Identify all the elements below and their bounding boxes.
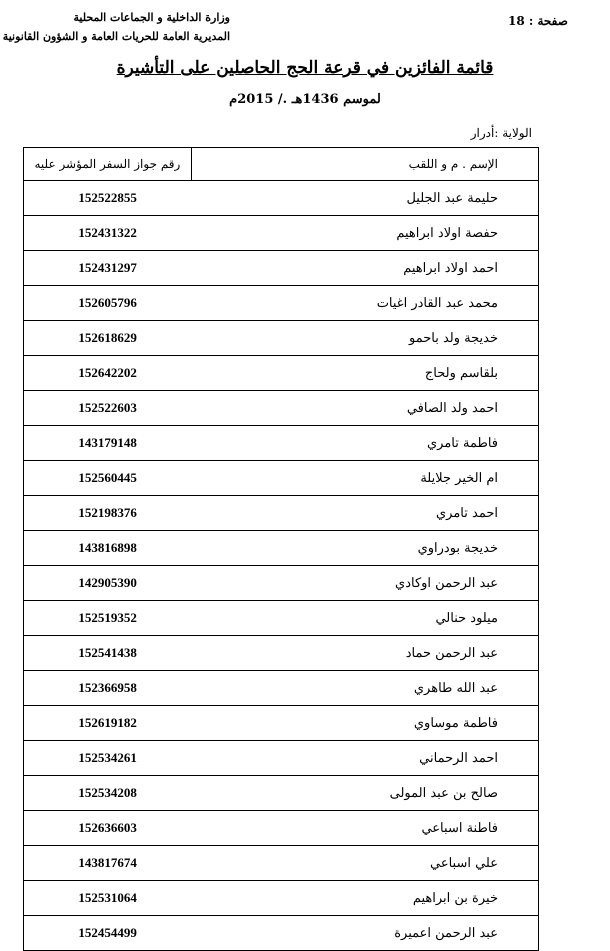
page-number: صفحة : 18 bbox=[508, 14, 568, 28]
table-row bbox=[24, 776, 539, 811]
passport-number: 142905390 bbox=[24, 566, 192, 601]
pilgrim-name: احمد الرحماني bbox=[191, 741, 538, 776]
passport-number: 152560445 bbox=[24, 461, 192, 496]
passport-number: 152541438 bbox=[24, 636, 192, 671]
wilaya-label: الولاية :أدرار bbox=[470, 126, 532, 140]
table-row bbox=[24, 461, 539, 496]
passport-number: 152534261 bbox=[24, 741, 192, 776]
passport-number: 152531064 bbox=[24, 881, 192, 916]
table-row bbox=[24, 426, 539, 461]
pilgrim-name: عبد الرحمن اعميرة bbox=[191, 916, 538, 951]
table-row bbox=[24, 391, 539, 426]
passport-number: 152431322 bbox=[24, 216, 192, 251]
pilgrim-name: ميلود حنالي bbox=[191, 601, 538, 636]
table-row bbox=[24, 566, 539, 601]
pilgrim-name: خيرة بن ابراهيم bbox=[191, 881, 538, 916]
pilgrim-name: محمد عبد القادر اغيات bbox=[191, 286, 538, 321]
table-row bbox=[24, 356, 539, 391]
pilgrim-name: صالح بن عبد المولى bbox=[191, 776, 538, 811]
pilgrim-name: احمد ولد الصافي bbox=[191, 391, 538, 426]
passport-number: 152534208 bbox=[24, 776, 192, 811]
passport-number: 152431297 bbox=[24, 251, 192, 286]
table-row bbox=[24, 531, 539, 566]
table-row bbox=[24, 321, 539, 356]
ministry-name: وزارة الداخلية و الجماعات المحلية bbox=[73, 11, 230, 24]
passport-number: 152366958 bbox=[24, 671, 192, 706]
directorate-name: المديرية العامة للحريات العامة و الشؤون القانونية bbox=[2, 30, 230, 43]
table-row bbox=[24, 741, 539, 776]
table-row bbox=[24, 496, 539, 531]
winners-table bbox=[23, 147, 539, 951]
table-body bbox=[24, 181, 539, 951]
table-row bbox=[24, 286, 539, 321]
pilgrim-name: خديجة ولد باحمو bbox=[191, 321, 538, 356]
pilgrim-name: بلقاسم ولحاج bbox=[191, 356, 538, 391]
column-header-name: الإسم . م و اللقب bbox=[191, 148, 538, 181]
pilgrim-name: عبد الرحمن اوكادي bbox=[191, 566, 538, 601]
pilgrim-name: احمد اولاد ابراهيم bbox=[191, 251, 538, 286]
passport-number: 152619182 bbox=[24, 706, 192, 741]
passport-number: 152636603 bbox=[24, 811, 192, 846]
table-row bbox=[24, 846, 539, 881]
pilgrim-name: حليمة عبد الجليل bbox=[191, 181, 538, 216]
document-title: قائمة الفائزين في قرعة الحج الحاصلين على التأشيرة bbox=[116, 58, 494, 78]
passport-number: 152605796 bbox=[24, 286, 192, 321]
table-row bbox=[24, 216, 539, 251]
table-row bbox=[24, 671, 539, 706]
passport-number: 143179148 bbox=[24, 426, 192, 461]
passport-number: 152618629 bbox=[24, 321, 192, 356]
pilgrim-name: احمد تامري bbox=[191, 496, 538, 531]
column-header-passport: رقم جواز السفر المؤشر عليه bbox=[24, 148, 192, 181]
pilgrim-name: فاطنة اسباعي bbox=[191, 811, 538, 846]
season-line: لموسم 1436هـ ./ 2015م bbox=[229, 92, 381, 107]
passport-number: 152522603 bbox=[24, 391, 192, 426]
pilgrim-name: علي اسباعي bbox=[191, 846, 538, 881]
table-row bbox=[24, 636, 539, 671]
passport-number: 152522855 bbox=[24, 181, 192, 216]
pilgrim-name: فاطمة تامري bbox=[191, 426, 538, 461]
pilgrim-name: خديجة بودراوي bbox=[191, 531, 538, 566]
table-row bbox=[24, 706, 539, 741]
table-header-row bbox=[24, 148, 539, 181]
passport-number: 152519352 bbox=[24, 601, 192, 636]
pilgrim-name: فاطمة موساوي bbox=[191, 706, 538, 741]
passport-number: 152642202 bbox=[24, 356, 192, 391]
table-row bbox=[24, 601, 539, 636]
table-row bbox=[24, 881, 539, 916]
passport-number: 143816898 bbox=[24, 531, 192, 566]
pilgrim-name: عبد الله طاهري bbox=[191, 671, 538, 706]
passport-number: 143817674 bbox=[24, 846, 192, 881]
passport-number: 152198376 bbox=[24, 496, 192, 531]
pilgrim-name: ام الخير جلايلة bbox=[191, 461, 538, 496]
table-row bbox=[24, 916, 539, 951]
pilgrim-name: حفصة اولاد ابراهيم bbox=[191, 216, 538, 251]
passport-number: 152454499 bbox=[24, 916, 192, 951]
table-row bbox=[24, 811, 539, 846]
ministry-header bbox=[2, 8, 230, 46]
table-row bbox=[24, 181, 539, 216]
table-row bbox=[24, 251, 539, 286]
pilgrim-name: عبد الرحمن حماد bbox=[191, 636, 538, 671]
